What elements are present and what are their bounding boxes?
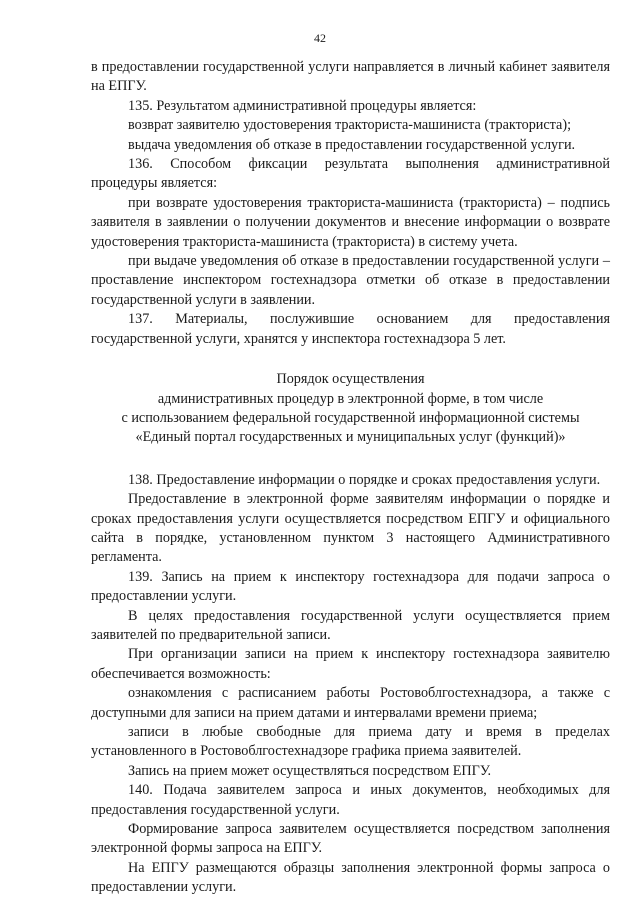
paragraph: В целях предоставления государственной услуги осуществляется прием заявителей по предварительной записи. xyxy=(91,607,610,643)
paragraph: 140. Подача заявителем запроса и иных документов, необходимых для предоставления государственной услуги. xyxy=(91,782,610,818)
paragraph: при возврате удостоверения тракториста-машиниста (тракториста) – подпись заявителя в заявлении о получении документов и внесение информации о возврате удостоверения тракториста-машиниста (тракториста) в систему учета. xyxy=(91,194,610,250)
paragraph: при выдаче уведомления об отказе в предоставлении государственной услуги – проставление инспектором гостехнадзора отметки об отказе в предоставлении государственной услуги в заявлении. xyxy=(91,253,610,308)
section-heading-line: Порядок осуществления xyxy=(276,371,425,388)
paragraph: 138. Предоставление информации о порядке и сроках предоставления услуги. xyxy=(128,471,601,488)
paragraph: 135. Результатом административной процедуры является: xyxy=(128,97,477,114)
paragraph: в предоставлении государственной услуги направляется в личный кабинет заявителя на ЕПГУ. xyxy=(91,59,610,95)
paragraph: записи в любые свободные для приема дату и время в пределах установленного в Ростовоблгостехнадзоре графика приема заявителей. xyxy=(91,724,610,760)
section-heading-line: административных процедур в электронной форме, в том числе xyxy=(157,390,544,407)
paragraphs-after xyxy=(91,471,610,898)
paragraph: Предоставление в электронной форме заявителям информации о порядке и сроках предоставления услуги осуществляется посредством ЕПГУ и официального сайта в порядке, установленном пунктом 3 настоящего Административного регламента. xyxy=(91,491,610,566)
paragraph: На ЕПГУ размещаются образцы заполнения электронной формы запроса о предоставлении услуги. xyxy=(91,859,610,896)
paragraph: выдача уведомления об отказе в предоставлении государственной услуги. xyxy=(128,136,576,153)
paragraph: возврат заявителю удостоверения тракториста-машиниста (тракториста); xyxy=(128,117,572,134)
paragraph: Формирование запроса заявителем осуществляется посредством заполнения электронной формы запроса на ЕПГУ. xyxy=(91,821,610,857)
paragraph: При организации записи на прием к инспектору гостехнадзора заявителю обеспечивается возможность: xyxy=(91,646,610,682)
section-heading-line: с использованием федеральной государственной информационной системы xyxy=(121,409,580,426)
page-content xyxy=(91,58,610,898)
paragraph: 136. Способом фиксации результата выполнения административной процедуры является: xyxy=(91,156,610,192)
section-heading xyxy=(91,370,610,448)
paragraph: Запись на прием может осуществляться посредством ЕПГУ. xyxy=(128,762,492,779)
paragraph: 139. Запись на прием к инспектору гостехнадзора для подачи запроса о предоставлении услуги. xyxy=(91,568,610,605)
page-number: 42 xyxy=(314,31,326,45)
paragraphs-before xyxy=(91,58,610,349)
paragraph: ознакомления с расписанием работы Ростовоблгостехнадзора, а также с доступными для записи на прием датами и интервалами времени приема; xyxy=(91,685,610,721)
paragraph: 137. Материалы, послужившие основанием для предоставления государственной услуги, хранятся у инспектора гостехнадзора 5 лет. xyxy=(91,311,610,347)
section-heading-line: «Единый портал государственных и муниципальных услуг (функций)» xyxy=(135,429,566,446)
